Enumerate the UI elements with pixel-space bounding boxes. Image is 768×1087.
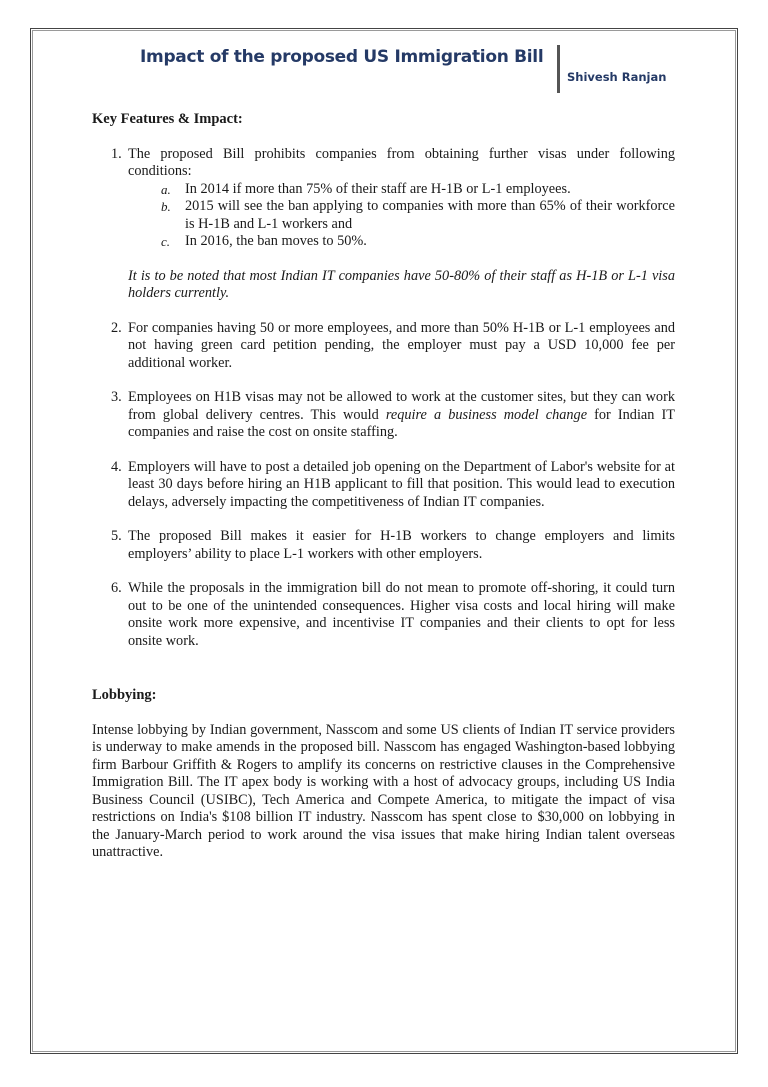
sub-item-letter: a. — [161, 181, 171, 197]
item-text: Employers will have to post a detailed job opening on the Department of Labor's website for at least 30 days before hiring an H1B applicant to fill that position. This would lead to execution delays, adversely impacting the competitiveness of Indian IT companies. — [128, 458, 675, 510]
lobbying-paragraph: Intense lobbying by Indian government, Nasscom and some US clients of Indian IT service providers is underway to make amends in the proposed bill. Nasscom has engaged Washington-based lobbying firm Barbour Griffith & Rogers to amplify its concerns on restrictive clauses in the Comprehensive Immigration Bill. The IT apex body is working with a host of advocacy groups, including US India Business Council (USIBC), Tech America and Compete America, to mitigate the impact of visa restrictions on India's $108 billion IT industry. Nasscom has spent close to $30,000 on lobbying in the January-March period to work around the visa issues that make hiring Indian talent overseas unattractive. — [92, 721, 675, 860]
item-number: 1. — [111, 145, 122, 162]
sub-list-item — [128, 181, 675, 199]
document-title: Impact of the proposed US Immigration Bill — [140, 47, 544, 67]
document-body — [92, 111, 675, 862]
sub-item-letter: c. — [161, 234, 171, 249]
item-number: 3. — [111, 389, 122, 405]
list-item — [92, 389, 675, 442]
item-text-part: for Indian IT companies and raise the cost on onsite staffing. — [128, 406, 675, 440]
list-item — [92, 528, 675, 563]
key-features-heading: Key Features & Impact: — [92, 111, 243, 127]
author-name: Shivesh Ranjan — [567, 70, 667, 84]
item-number: 6. — [111, 580, 122, 596]
lobbying-heading: Lobbying: — [92, 687, 157, 703]
sub-item-text: In 2014 if more than 75% of their staff are H-1B or L-1 employees. — [185, 180, 571, 197]
sub-item-text: In 2016, the ban moves to 50%. — [185, 233, 367, 249]
header-divider — [557, 45, 560, 93]
list-item — [92, 459, 675, 512]
sub-item-text: 2015 will see the ban applying to companies with more than 65% of their workforce is H-1B and L-1 workers and — [185, 198, 675, 232]
item-text: For companies having 50 or more employees, and more than 50% H-1B or L-1 employees and not having green card petition pending, the employer must pay a USD 10,000 fee per additional worker. — [128, 319, 675, 371]
sub-list — [128, 181, 675, 251]
item-text — [128, 389, 675, 442]
item-text: The proposed Bill makes it easier for H-1B workers to change employers and limits employers’ ability to place L-1 workers with other employers. — [128, 528, 675, 562]
item-number: 4. — [111, 458, 122, 475]
sub-list-item — [128, 233, 675, 251]
item-text: The proposed Bill prohibits companies from obtaining further visas under following conditions: — [128, 145, 675, 179]
item-number: 5. — [111, 528, 122, 544]
item-text-part: Employees on H1B visas may not be allowed to work at the customer sites, but they can work from global delivery centres. This would — [128, 389, 675, 423]
item-text: While the proposals in the immigration bill do not mean to promote off-shoring, it could turn out to be one of the unintended consequences. Higher visa costs and local hiring will make onsite work more expensive, and incentivise IT companies and their clients to opt for less onsite work. — [128, 580, 675, 649]
list-item — [92, 146, 675, 303]
key-features-list — [92, 146, 675, 651]
item-text-emphasis: require a business model change — [385, 406, 588, 423]
list-item — [92, 320, 675, 373]
item-number: 2. — [111, 319, 122, 336]
list-item — [92, 580, 675, 650]
sub-list-item — [128, 198, 675, 233]
italic-note: It is to be noted that most Indian IT companies have 50-80% of their staff as H-1B or L-1 visa holders currently. — [128, 267, 675, 301]
sub-item-letter: b. — [161, 199, 171, 214]
